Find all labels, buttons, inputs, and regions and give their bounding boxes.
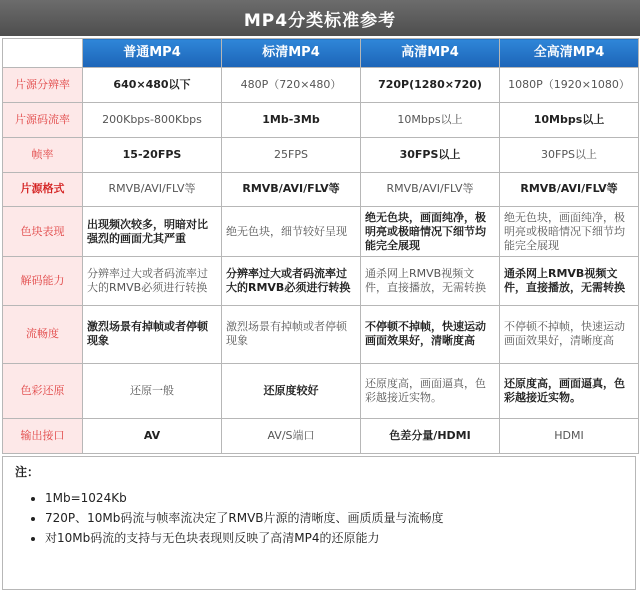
table-row [3,306,639,364]
table-cell: RMVB/AVI/FLV等 [361,172,500,207]
row-head-fluency: 流畅度 [3,306,83,364]
mp4-spec-table [2,38,639,454]
table-cell: 15-20FPS [83,137,222,172]
table-cell: 10Mbps以上 [500,102,639,137]
table-cell: 30FPS以上 [361,137,500,172]
table-cell: RMVB/AVI/FLV等 [83,172,222,207]
table-cell: 激烈场景有掉帧或者停顿现象 [222,306,361,364]
table-cell: 不停顿不掉帧，快速运动画面效果好，清晰度高 [500,306,639,364]
table-cell: 通杀网上RMVB视频文件，直接播放，无需转换 [361,256,500,305]
row-head-decode: 解码能力 [3,256,83,305]
table-cell: 不停顿不掉帧，快速运动画面效果好，清晰度高 [361,306,500,364]
table-row [3,102,639,137]
table-cell: 200Kbps-800Kbps [83,102,222,137]
table-row [3,207,639,256]
table-row [3,256,639,305]
col-head-fullhd: 全高清MP4 [500,39,639,68]
table-header-row [3,39,639,68]
table-cell: 480P（720×480） [222,67,361,102]
table-cell: 分辨率过大或者码流率过大的RMVB必须进行转换 [83,256,222,305]
table-cell: HDMI [500,419,639,454]
row-head-format: 片源格式 [3,172,83,207]
table-cell: 还原度高，画面逼真，色彩越接近实物。 [500,363,639,418]
table-row [3,137,639,172]
col-head-hd: 高清MP4 [361,39,500,68]
table-cell: 640×480以下 [83,67,222,102]
table-cell: AV/S端口 [222,419,361,454]
table-cell: 720P(1280×720) [361,67,500,102]
table-row [3,172,639,207]
col-head-sd: 标清MP4 [222,39,361,68]
table-cell: RMVB/AVI/FLV等 [222,172,361,207]
list-item: • 720P、10Mb码流与帧率流决定了RMVB片源的清晰度、画质质量与流畅度 [45,510,623,526]
table-cell: 绝无色块，细节较好呈现 [222,207,361,256]
table-cell: 出现频次较多，明暗对比强烈的画面尤其严重 [83,207,222,256]
table-cell: 通杀网上RMVB视频文件，直接播放，无需转换 [500,256,639,305]
table-cell: 激烈场景有掉帧或者停顿现象 [83,306,222,364]
table-cell: 10Mbps以上 [361,102,500,137]
notes-list [15,490,623,546]
table-cell: 还原度较好 [222,363,361,418]
header-corner-cell [3,39,83,68]
row-head-bitrate: 片源码流率 [3,102,83,137]
table-cell: 绝无色块，画面纯净，极明亮或极暗情况下细节均能完全展现 [361,207,500,256]
table-cell: 分辨率过大或者码流率过大的RMVB必须进行转换 [222,256,361,305]
table-cell: RMVB/AVI/FLV等 [500,172,639,207]
table-cell: AV [83,419,222,454]
row-head-resolution: 片源分辨率 [3,67,83,102]
table-cell: 30FPS以上 [500,137,639,172]
table-row [3,419,639,454]
table-cell: 1080P（1920×1080） [500,67,639,102]
table-cell: 色差分量/HDMI [361,419,500,454]
table-row [3,67,639,102]
table-cell: 还原度高，画面逼真，色彩越接近实物。 [361,363,500,418]
table-cell: 1Mb-3Mb [222,102,361,137]
row-head-output: 输出接口 [3,419,83,454]
row-head-framerate: 帧率 [3,137,83,172]
row-head-color-block: 色块表现 [3,207,83,256]
table-cell: 还原一般 [83,363,222,418]
notes-title: 注： [15,465,40,479]
list-item: • 1Mb=1024Kb [45,490,623,506]
table-cell: 绝无色块，画面纯净，极明亮或极暗情况下细节均能完全展现 [500,207,639,256]
notes-box [2,456,636,590]
table-cell: 25FPS [222,137,361,172]
list-item: • 对10Mb码流的支持与无色块表现则反映了高清MP4的还原能力 [45,530,623,546]
row-head-color-restore: 色彩还原 [3,363,83,418]
table-row [3,363,639,418]
col-head-normal: 普通MP4 [83,39,222,68]
page-title: MP4分类标准参考 [0,0,640,36]
